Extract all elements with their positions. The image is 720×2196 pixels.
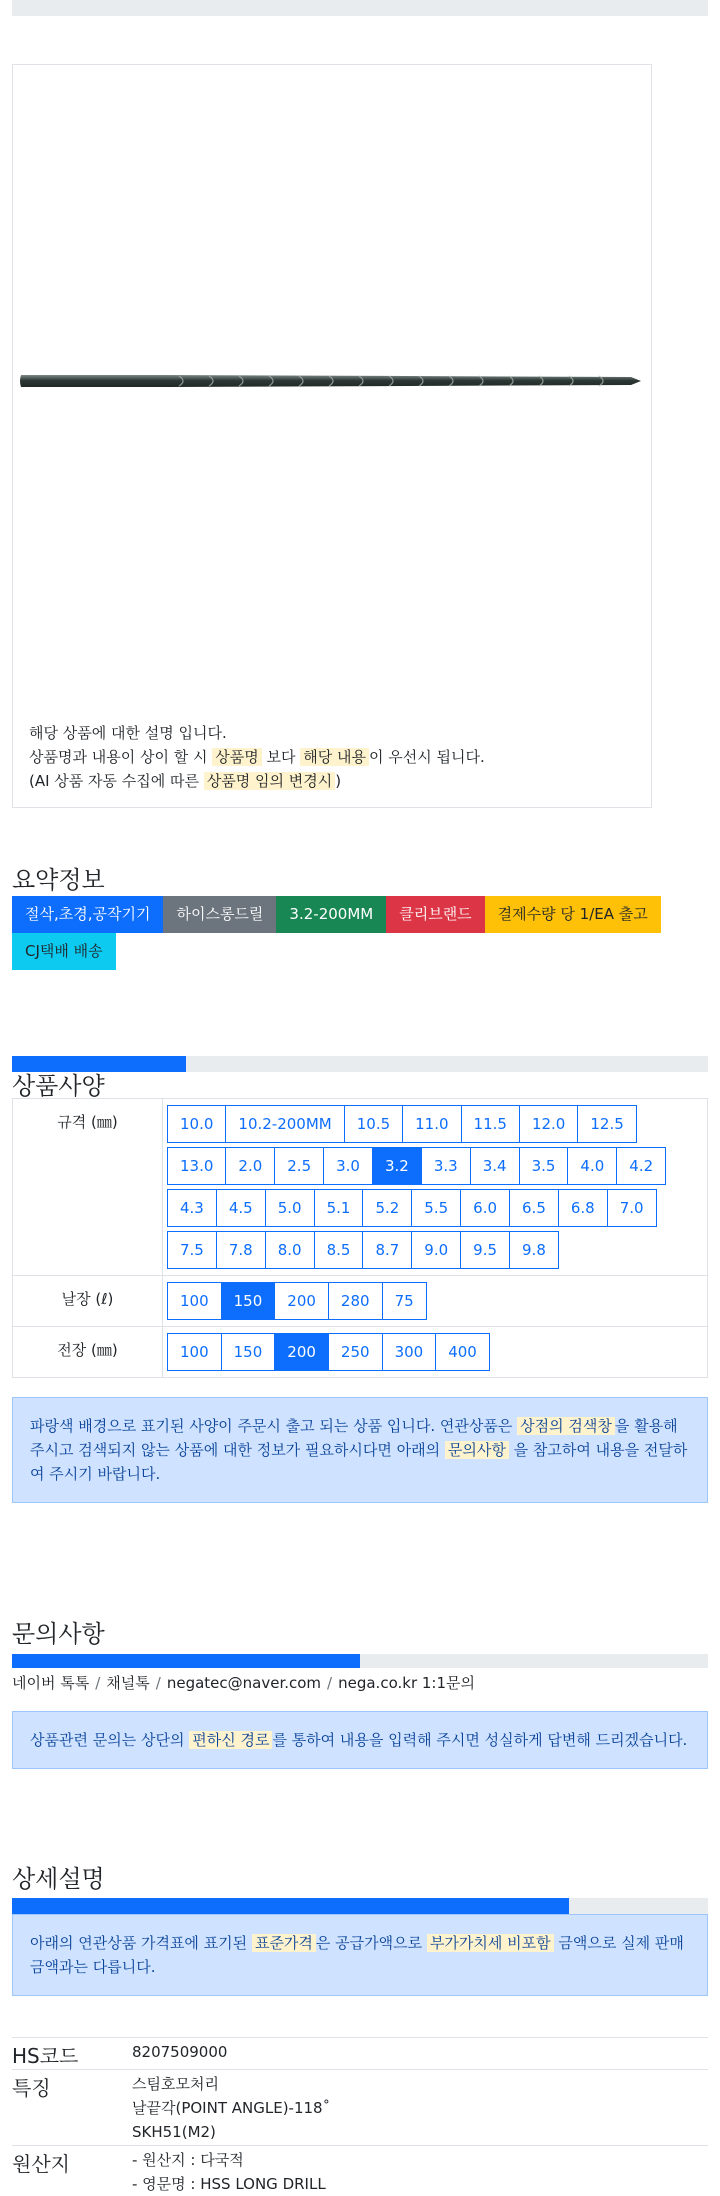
spec-option-button[interactable]: 7.5 (167, 1231, 217, 1269)
notice-text: 을 참고하여 내용을 전달하여 주시기 바랍니다. (30, 1441, 688, 1483)
notice-text: 금액으로 실제 판매금액과는 다릅니다. (30, 1934, 684, 1976)
feature-item: 날끝각(POINT ANGLE)-118˚ (132, 2099, 331, 2117)
option-group (167, 1103, 707, 1271)
note-text: 이 우선시 됩니다. (369, 748, 485, 766)
spec-option-button[interactable]: 2.5 (274, 1147, 324, 1185)
spec-option-button[interactable]: 6.5 (509, 1189, 559, 1227)
spec-option-button[interactable]: 280 (328, 1282, 383, 1320)
spec-option-button[interactable]: 3.5 (519, 1147, 569, 1185)
top-progress-bar (12, 0, 708, 16)
product-image-box (12, 64, 652, 808)
contact-separator: / (155, 1674, 161, 1692)
spec-row (13, 1099, 708, 1276)
inquiry-progress-fill (12, 1654, 360, 1668)
spec-option-button[interactable]: 5.5 (411, 1189, 461, 1227)
spec-option-button[interactable]: 4.0 (567, 1147, 617, 1185)
summary-badges (12, 896, 712, 970)
spec-option-button[interactable]: 5.0 (265, 1189, 315, 1227)
note-text: (AI 상품 자동 수집에 따른 (29, 772, 200, 790)
feature-item: 스팀호모처리 (132, 2075, 219, 2093)
spec-option-button[interactable]: 4.5 (216, 1189, 266, 1227)
spec-option-button[interactable]: 200 (274, 1282, 329, 1320)
features-row (12, 2069, 708, 2145)
spec-options (163, 1099, 708, 1276)
notice-text: 아래의 연관상품 가격표에 표기된 (30, 1934, 248, 1952)
spec-option-button[interactable]: 3.2 (372, 1147, 422, 1185)
spec-option-button[interactable]: 9.5 (460, 1231, 510, 1269)
contact-links (12, 1672, 475, 1693)
hs-code-label: HS코드 (12, 2044, 79, 2068)
contact-link[interactable]: 채널톡 (106, 1674, 150, 1692)
image-note-line2 (29, 745, 485, 769)
spec-options (163, 1327, 708, 1378)
spec-option-button[interactable]: 100 (167, 1282, 222, 1320)
notice-text: 은 공급가액으로 (315, 1934, 423, 1952)
features-label: 특징 (12, 2076, 51, 2100)
spec-option-button[interactable]: 11.0 (402, 1105, 461, 1143)
spec-option-button[interactable]: 3.0 (323, 1147, 373, 1185)
highlight-name-change: 상품명 임의 변경시 (204, 772, 335, 790)
spec-option-button[interactable]: 4.2 (616, 1147, 666, 1185)
inquiry-title: 문의사항 (12, 1620, 105, 1648)
origin-label: 원산지 (12, 2152, 70, 2176)
spec-row (13, 1276, 708, 1327)
spec-option-button[interactable]: 300 (382, 1333, 437, 1371)
image-description (29, 721, 485, 793)
summary-badge: 클리브랜드 (386, 896, 484, 933)
notice-text: 파랑색 배경으로 표기된 사양이 주문시 출고 되는 상품 입니다. 연관상품은 (30, 1417, 513, 1435)
spec-option-button[interactable]: 8.7 (362, 1231, 412, 1269)
contact-separator: / (95, 1674, 101, 1692)
highlight-product-name: 상품명 (212, 748, 261, 766)
spec-option-button[interactable]: 75 (382, 1282, 427, 1320)
spec-option-button[interactable]: 6.8 (558, 1189, 608, 1227)
spec-option-button[interactable]: 150 (221, 1333, 276, 1371)
option-group (167, 1280, 707, 1322)
note-text: ) (335, 772, 342, 790)
highlight-standard-price: 표준가격 (252, 1934, 316, 1952)
image-note-line1: 해당 상품에 대한 설명 입니다. (29, 724, 227, 742)
spec-notice (12, 1397, 708, 1503)
spec-row (13, 1327, 708, 1378)
spec-option-button[interactable]: 7.0 (607, 1189, 657, 1227)
summary-badge: CJ택배 배송 (12, 933, 116, 970)
contact-link[interactable]: 네이버 톡톡 (12, 1674, 90, 1692)
spec-label: 날장 (ℓ) (13, 1276, 163, 1327)
spec-option-button[interactable]: 6.0 (460, 1189, 510, 1227)
detail-title: 상세설명 (12, 1865, 105, 1893)
spec-progress-bar (12, 1056, 708, 1072)
spec-title: 상품사양 (12, 1072, 105, 1100)
contact-link[interactable]: negatec@naver.com (166, 1674, 322, 1692)
spec-label: 규격 (㎜) (13, 1099, 163, 1276)
image-note-line3 (29, 769, 485, 793)
highlight-inquiry: 문의사항 (445, 1441, 509, 1459)
summary-title: 요약정보 (12, 866, 105, 894)
price-notice (12, 1914, 708, 1996)
spec-option-button[interactable]: 10.5 (344, 1105, 403, 1143)
spec-option-button[interactable]: 400 (435, 1333, 490, 1371)
summary-badge: 하이스롱드릴 (163, 896, 276, 933)
spec-option-button[interactable]: 5.2 (362, 1189, 412, 1227)
summary-badge: 절삭,초경,공작기기 (12, 896, 163, 933)
features-list (132, 2072, 330, 2144)
origin-item: - 원산지 : 다국적 (132, 2151, 244, 2169)
spec-option-button[interactable]: 3.4 (470, 1147, 520, 1185)
spec-option-button[interactable]: 8.0 (265, 1231, 315, 1269)
feature-item: SKH51(M2) (132, 2123, 216, 2141)
drill-image (19, 370, 643, 392)
detail-progress-bar (12, 1898, 708, 1914)
contact-separator: / (327, 1674, 333, 1692)
detail-progress-fill (12, 1898, 569, 1914)
spec-option-button[interactable]: 13.0 (167, 1147, 226, 1185)
highlight-vat-excluded: 부가가치세 비포함 (427, 1934, 554, 1952)
spec-option-button[interactable]: 2.0 (225, 1147, 275, 1185)
spec-table (12, 1098, 708, 1378)
inquiry-progress-bar (12, 1654, 708, 1668)
spec-option-button[interactable]: 8.5 (314, 1231, 364, 1269)
spec-option-button[interactable]: 10.0 (167, 1105, 226, 1143)
spec-option-button[interactable]: 200 (274, 1333, 329, 1371)
hs-code-value: 8207509000 (132, 2043, 228, 2061)
spec-option-button[interactable]: 4.3 (167, 1189, 217, 1227)
summary-badge: 3.2-200MM (276, 896, 386, 933)
spec-option-button[interactable]: 9.8 (509, 1231, 559, 1269)
spec-option-button[interactable]: 5.1 (314, 1189, 364, 1227)
origin-list (132, 2148, 326, 2196)
spec-option-button[interactable]: 150 (221, 1282, 276, 1320)
spec-option-button[interactable]: 3.3 (421, 1147, 471, 1185)
notice-text: 상품관련 문의는 상단의 (30, 1731, 185, 1749)
summary-badge: 결제수량 당 1/EA 출고 (485, 896, 661, 933)
option-group (167, 1331, 707, 1373)
hs-code-row (12, 2037, 708, 2069)
spec-option-button[interactable]: 11.5 (461, 1105, 520, 1143)
note-text: 보다 (266, 748, 296, 766)
spec-option-button[interactable]: 250 (328, 1333, 383, 1371)
contact-link[interactable]: nega.co.kr 1:1문의 (338, 1674, 475, 1692)
spec-label: 전장 (㎜) (13, 1327, 163, 1378)
spec-option-button[interactable]: 9.0 (411, 1231, 461, 1269)
origin-row (12, 2145, 708, 2193)
highlight-content: 해당 내용 (300, 748, 369, 766)
spec-option-button[interactable]: 12.0 (519, 1105, 578, 1143)
notice-text: 를 통하여 내용을 입력해 주시면 성실하게 답변해 드리겠습니다. (272, 1731, 688, 1749)
inquiry-notice (12, 1711, 708, 1769)
note-text: 상품명과 내용이 상이 할 시 (29, 748, 208, 766)
origin-item: - 영문명 : HSS LONG DRILL (132, 2175, 326, 2193)
highlight-route: 편하신 경로 (189, 1731, 272, 1749)
spec-options (163, 1276, 708, 1327)
highlight-search: 상점의 검색창 (517, 1417, 615, 1435)
spec-option-button[interactable]: 12.5 (577, 1105, 636, 1143)
spec-option-button[interactable]: 10.2-200MM (225, 1105, 344, 1143)
spec-option-button[interactable]: 100 (167, 1333, 222, 1371)
spec-option-button[interactable]: 7.8 (216, 1231, 266, 1269)
notice-text: 을 활용해 주시고 검색되지 않는 상품에 대한 정보가 필요하시다면 아래의 (30, 1417, 678, 1459)
